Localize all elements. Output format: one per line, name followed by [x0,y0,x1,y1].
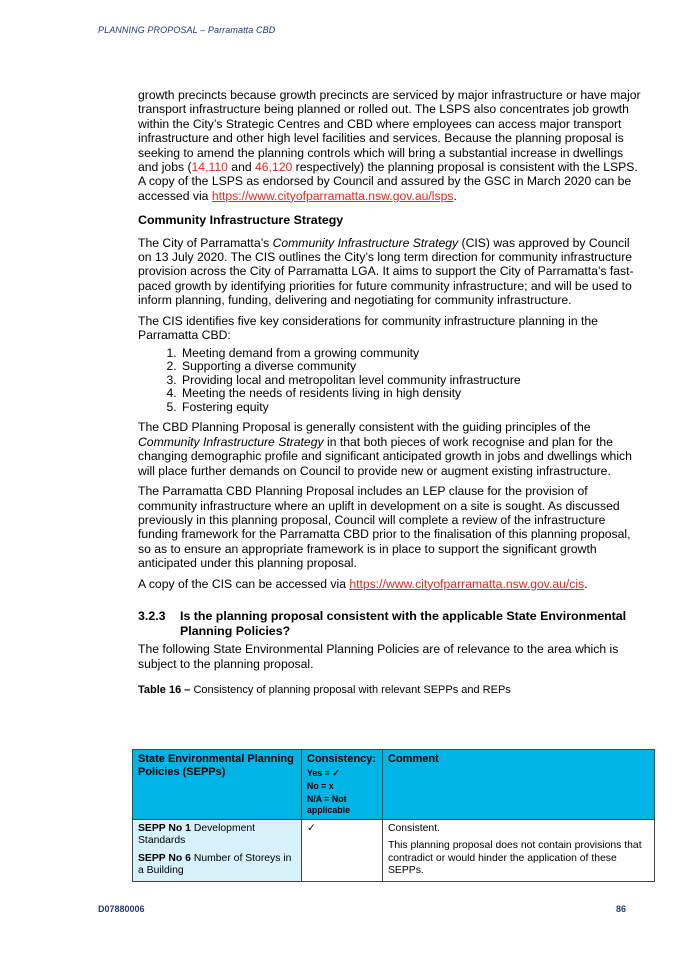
cis-link[interactable]: https://www.cityofparramatta.nsw.gov.au/cis [349,576,585,591]
cis-paragraph-2: The CIS identifies five key considerations for community infrastructure planning in the Parramatta CBD: [138,313,598,343]
section-heading [138,609,646,638]
considerations-list [138,347,646,415]
sepp-cell: SEPP No 1 Development Standards SEPP No 6 Number of Storeys in a Building [133,820,302,882]
jobs-figure: 46,120 [255,160,293,175]
list-item: 3. Providing local and metropolitan level community infrastructure [180,374,646,388]
list-item: 1. Meeting demand from a growing community [180,347,646,361]
page-number: 86 [616,904,627,914]
list-item: 2. Supporting a diverse community [180,360,646,374]
consistency-cell [302,820,383,882]
section-paragraph: The following State Environmental Planning Policies are of relevance to the area which is subject to the planning proposal. [138,642,619,671]
document-id: D07880006 [98,904,145,914]
table-caption: Table 16 – Consistency of planning proposal with relevant SEPPs and REPs [138,683,511,696]
table-row [133,820,655,882]
list-item: 5. Fostering equity [180,401,646,415]
dwellings-figure: 14,110 [191,160,228,175]
lsps-paragraph: growth precincts because growth precincts are serviced by major infrastructure or have major transport infrastructure being planned or rolled out. The LSPS also concentrates job growth within the City’s Strategic Centres and CBD where employees can access major transport infrastructure and other high level facilities and services. Because the planning proposal is seeking to amend the planning controls which will bring a substantial increase in dwellings and jobs (14,110 and 46,120 respectively) the planning proposal is consistent with the LSPS. A copy of the LSPS as endorsed by Council and assured by the GSC in March 2020 can be accessed via https://www.cityofparramatta.nsw.gov.au/lsps. [138,88,641,203]
lsps-link[interactable]: https://www.cityofparramatta.nsw.gov.au/lsps [211,188,454,203]
cis-paragraph-4: The Parramatta CBD Planning Proposal includes an LEP clause for the provision of community infrastructure where an uplift in development on a site is sought. As discussed previously in this planning proposal, Council will complete a review of the infrastructure funding framework for the Parramatta CBD prior to the finalisation of this planning proposal, so as to ensure an appropriate framework is in place to support the significant growth anticipated under this planning proposal. [138,484,631,571]
cis-paragraph-5: A copy of the CIS can be accessed via https://www.cityofparramatta.nsw.gov.au/cis. [138,576,588,591]
header-consistency: Consistency: Yes = ✓ No = x N/A = Not applicable [302,750,383,820]
table-header-row [133,750,655,820]
list-item: 4. Meeting the needs of residents living in high density [180,387,646,401]
sepp-consistency-table [132,749,655,882]
cis-heading: Community Infrastructure Strategy [138,213,344,228]
comment-cell: Consistent. This planning proposal does not contain provisions that contradict or would hinder the application of these SEPPs. [383,820,655,882]
checkmark-icon: ✓ [307,823,316,834]
cis-paragraph-3: The CBD Planning Proposal is generally consistent with the guiding principles of the Community Infrastructure Strategy in that both pieces of work recognise and plan for the changing demographic profile and significant anticipated growth in jobs and dwellings which will place further demands on Council to provide new or augment existing infrastructure. [138,420,632,478]
running-header: PLANNING PROPOSAL – Parramatta CBD [98,25,276,35]
section-title: Is the planning proposal consistent with the applicable State Environmental Planning Policies? [180,608,627,638]
cis-paragraph-1: The City of Parramatta’s Community Infrastructure Strategy (CIS) was approved by Council on 13 July 2020. The CIS outlines the City’s long term direction for community infrastructure provision across the City of Parramatta LGA. It aims to support the City of Parramatta’s fast-paced growth by identifying priorities for future community infrastructure; and will be used to inform planning, funding, delivering and negotiating for community infrastructure. [138,235,634,308]
page-body [138,88,646,702]
section-number: 3.2.3 [138,608,166,623]
header-comment: Comment [383,750,655,820]
header-sepps: State Environmental Planning Policies (SEPPs) [133,750,302,820]
